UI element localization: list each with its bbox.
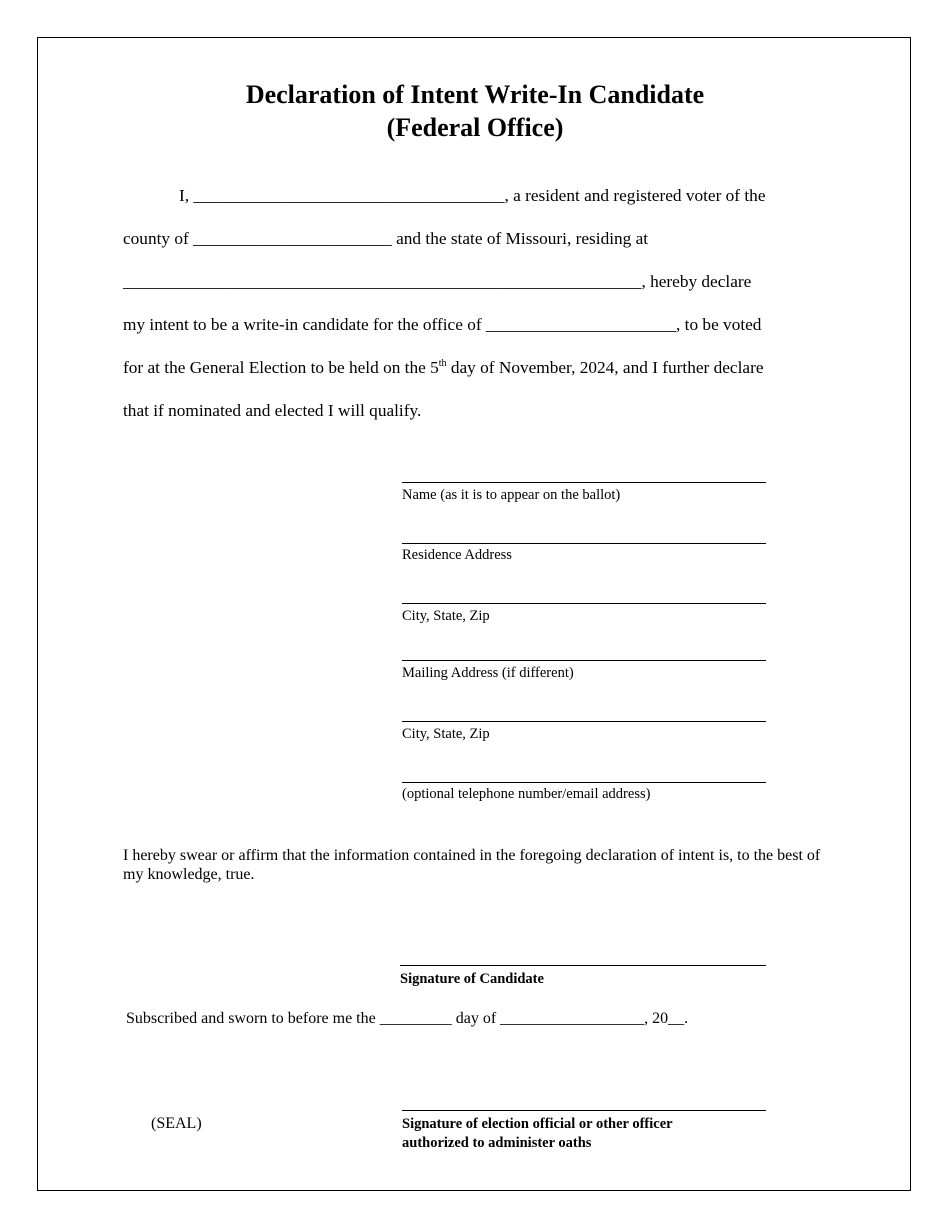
city-state-zip-label-2: City, State, Zip [402,726,490,742]
declaration-line-3: ____________________________________________________________, hereby declare [123,272,752,291]
seal-label: (SEAL) [151,1115,202,1132]
ordinal-suffix: th [438,358,447,369]
name-field-label: Name (as it is to appear on the ballot) [402,487,621,503]
declaration-line-6: that if nominated and elected I will qualify. [123,401,422,420]
contact-line[interactable] [402,782,766,783]
residence-address-line[interactable] [402,543,766,544]
official-signature-line[interactable] [402,1110,766,1111]
mailing-address-line[interactable] [402,660,766,661]
declaration-line-1: I, ____________________________________, a resident and registered voter of the [179,186,766,205]
mailing-address-label: Mailing Address (if different) [402,665,574,681]
candidate-signature-label: Signature of Candidate [400,971,544,987]
contact-label: (optional telephone number/email address) [402,786,651,802]
affirmation-text: I hereby swear or affirm that the information contained in the foregoing declaration of intent is, to the best of my knowledge, true. [123,847,821,883]
city-state-zip-line-2[interactable] [402,721,766,722]
residence-address-label: Residence Address [402,547,512,563]
city-state-zip-line-1[interactable] [402,603,766,604]
subscribed-sworn-line: Subscribed and sworn to before me the _________ day of __________________, 20__. [126,1010,689,1027]
declaration-line-5-end: day of November, 2024, and I further declare [446,358,764,377]
document-subtitle: (Federal Office) [386,113,564,142]
declaration-line-2: county of _______________________ and the state of Missouri, residing at [123,229,649,248]
candidate-signature-line[interactable] [400,965,766,966]
declaration-line-4: my intent to be a write-in candidate for the office of ______________________, to be voted [123,315,762,334]
document-title: Declaration of Intent Write-In Candidate [245,80,705,109]
declaration-line-5 [123,357,764,379]
declaration-line-5-start: for at the General Election to be held on the 5 [123,358,439,377]
name-signature-line[interactable] [402,482,766,483]
official-signature-label-1: Signature of election official or other officer [402,1116,673,1132]
city-state-zip-label-1: City, State, Zip [402,608,490,624]
official-signature-label-2: authorized to administer oaths [402,1135,592,1151]
